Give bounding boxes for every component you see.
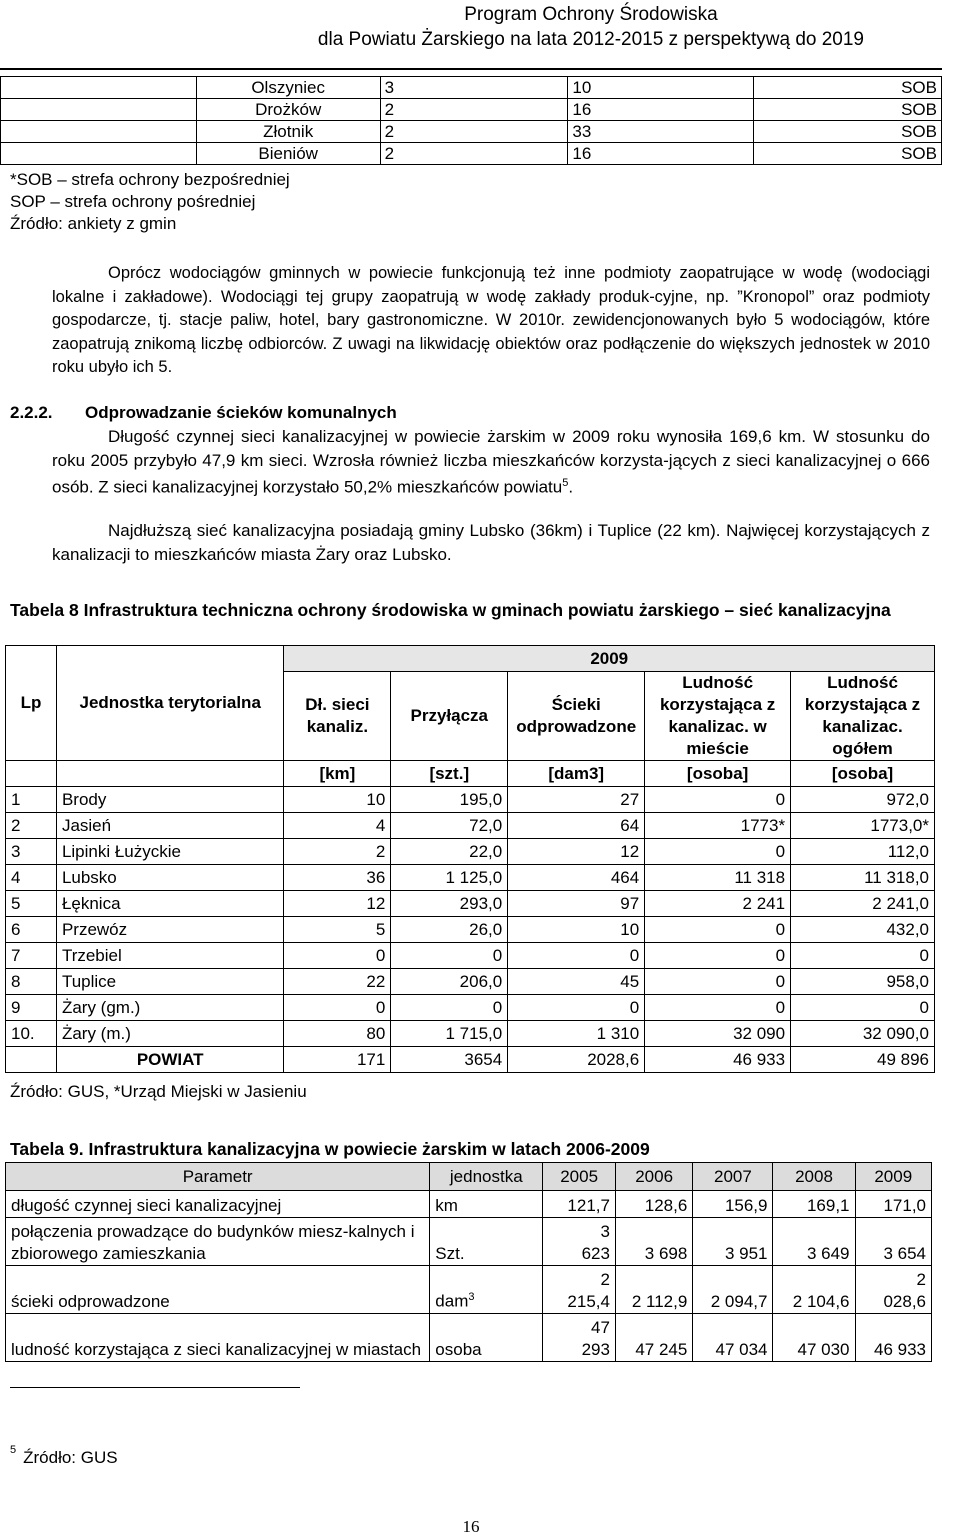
unit-name: Lubsko — [56, 865, 284, 891]
unit-name: Przewóz — [56, 917, 284, 943]
value-cell: 36 — [284, 865, 391, 891]
col-connections: Przyłącza — [391, 672, 508, 761]
col-year: 2009 — [284, 646, 935, 672]
value-cell: 3 698 — [615, 1218, 692, 1266]
table8-title: Tabela 8 Infrastruktura techniczna ochrony środowiska w gminach powiatu żarskiego – sieć kanalizacyjna — [10, 600, 891, 620]
value-cell: 4 — [284, 813, 391, 839]
value-cell: 2 — [380, 121, 568, 143]
table-row — [1, 121, 942, 143]
unit-pop-city: [osoba] — [645, 761, 791, 787]
value-cell: 1 310 — [508, 1021, 645, 1047]
paragraph-text: Długość czynnej sieci kanalizacyjnej w powiecie żarskim w 2009 roku wynosiła 169,6 km. W stosunku do roku 2005 przybyło 47,9 km sieci. Wzrosła również liczba mieszkańców korzysta-jących z sieci kanalizacyjnej o 666 osób. Z sieci kanalizacyjnej korzystało 50,2% mieszkańców powiatu — [52, 427, 930, 497]
value-cell: 10 — [568, 77, 754, 99]
value-cell: 2 241,0 — [791, 891, 935, 917]
empty-cell — [1, 77, 197, 99]
value-cell: 16 — [568, 99, 754, 121]
note-source: Źródło: ankiety z gmin — [10, 214, 177, 233]
paragraph-sewage-length — [52, 425, 930, 499]
table-row — [6, 1314, 932, 1362]
value-cell: 72,0 — [391, 813, 508, 839]
value-cell: 3 — [380, 77, 568, 99]
value-cell: 32 090,0 — [791, 1021, 935, 1047]
value-cell: 0 — [284, 943, 391, 969]
note-sop: SOP – strefa ochrony pośredniej — [10, 192, 256, 211]
value-cell: 2 094,7 — [693, 1266, 773, 1314]
table-row — [1, 77, 942, 99]
footnote-number: 5 — [10, 1444, 17, 1456]
total-value: 2028,6 — [508, 1047, 645, 1073]
unit-text: Szt. — [435, 1244, 465, 1263]
zone-cell: SOB — [754, 143, 942, 165]
value-cell: 206,0 — [391, 969, 508, 995]
page-number: 16 — [462, 1517, 480, 1536]
section-number: 2.2.2. — [10, 403, 53, 422]
place-name: Olszyniec — [196, 77, 380, 99]
value-cell: 80 — [284, 1021, 391, 1047]
unit-cell — [430, 1191, 543, 1218]
value-cell: 112,0 — [791, 839, 935, 865]
value-cell: 2 241 — [645, 891, 791, 917]
value-cell: 12 — [284, 891, 391, 917]
table-row — [6, 787, 935, 813]
unit-name: Brody — [56, 787, 284, 813]
value-cell: 22 — [284, 969, 391, 995]
paragraph-end: . — [568, 477, 574, 497]
row-number: 10. — [6, 1021, 57, 1047]
value-cell: 12 — [508, 839, 645, 865]
value-cell: 22,0 — [391, 839, 508, 865]
unit-cell — [430, 1218, 543, 1266]
unit-sewage: [dam3] — [508, 761, 645, 787]
total-label: POWIAT — [56, 1047, 284, 1073]
total-row — [6, 1047, 935, 1073]
paragraph-other-waterworks: Oprócz wodociągów gminnych w powiecie funkcjonują też inne podmioty zaopatrujące w wodę (wodociągi lokalne i zakładowe). Wodociągi tej grupy zaopatrują w wodę zakłady produk-cyjne, np. ”Kronopol” oraz podmioty gospodarcze, tj. stacje paliw, hotel, bary gastronomiczne. W 2010r. zewidencjonowanych było 5 wodociągów, które zaopatrują znikomą liczbę odbiorców. Z uwagi na likwidację obiektów oraz podłączenie do większych jednostek w 2010 roku ubyło ich 5. — [52, 264, 930, 376]
value-cell: 11 318,0 — [791, 865, 935, 891]
col-sewage: Ścieki odprowadzone — [508, 672, 645, 761]
value-cell: 0 — [284, 995, 391, 1021]
value-cell: 0 — [645, 995, 791, 1021]
table-row — [6, 943, 935, 969]
table-row — [6, 1021, 935, 1047]
col-pop-total: Ludność korzystająca z kanalizac. ogółem — [791, 672, 935, 761]
header-line-2: dla Powiatu Żarskiego na lata 2012-2015 z perspektywą do 2019 — [317, 29, 864, 50]
value-cell: 0 — [391, 995, 508, 1021]
table9-title: Tabela 9. Infrastruktura kanalizacyjna w powiecie żarskim w latach 2006-2009 — [10, 1139, 650, 1159]
table8-source: Źródło: GUS, *Urząd Miejski w Jasieniu — [10, 1082, 307, 1101]
row-number: 9 — [6, 995, 57, 1021]
value-cell: 97 — [508, 891, 645, 917]
value-cell: 47 034 — [693, 1314, 773, 1362]
value-cell: 128,6 — [615, 1191, 692, 1218]
total-value: 49 896 — [791, 1047, 935, 1073]
value-cell: 0 — [391, 943, 508, 969]
value-cell: 47 293 — [543, 1314, 616, 1362]
value-cell: 169,1 — [773, 1191, 855, 1218]
unit-connections: [szt.] — [391, 761, 508, 787]
value-cell: 0 — [645, 787, 791, 813]
column-header: 2008 — [773, 1163, 855, 1191]
column-header: 2006 — [615, 1163, 692, 1191]
total-value — [6, 1047, 57, 1073]
value-cell: 293,0 — [391, 891, 508, 917]
value-cell: 0 — [508, 995, 645, 1021]
value-cell: 45 — [508, 969, 645, 995]
value-cell: 195,0 — [391, 787, 508, 813]
column-header: 2007 — [693, 1163, 773, 1191]
row-number: 7 — [6, 943, 57, 969]
empty-cell — [1, 143, 197, 165]
value-cell: 958,0 — [791, 969, 935, 995]
column-header: Parametr — [6, 1163, 430, 1191]
col-lp: Lp — [6, 646, 57, 761]
value-cell: 5 — [284, 917, 391, 943]
unit-name: Tuplice — [56, 969, 284, 995]
unit-cell — [430, 1314, 543, 1362]
value-cell: 2 — [380, 143, 568, 165]
unit-cell — [430, 1266, 543, 1314]
col-length: Dł. sieci kanaliz. — [284, 672, 391, 761]
unit-name: Żary (gm.) — [56, 995, 284, 1021]
table-row — [1, 99, 942, 121]
row-number: 4 — [6, 865, 57, 891]
value-cell: 2 112,9 — [615, 1266, 692, 1314]
zone-cell: SOB — [754, 77, 942, 99]
value-cell: 1 715,0 — [391, 1021, 508, 1047]
value-cell: 46 933 — [855, 1314, 931, 1362]
section-title: Odprowadzanie ścieków komunalnych — [85, 403, 397, 422]
place-name: Bieniów — [196, 143, 380, 165]
unit-name: Łęknica — [56, 891, 284, 917]
parameter-cell: ludność korzystająca z sieci kanalizacyjnej w miastach — [6, 1314, 430, 1362]
value-cell: 171,0 — [855, 1191, 931, 1218]
row-number: 8 — [6, 969, 57, 995]
value-cell: 2 215,4 — [543, 1266, 616, 1314]
value-cell: 2 — [284, 839, 391, 865]
section-heading — [10, 402, 397, 424]
unit-name: Żary (m.) — [56, 1021, 284, 1047]
unit-text: dam — [435, 1292, 469, 1311]
value-cell: 972,0 — [791, 787, 935, 813]
value-cell: 0 — [791, 995, 935, 1021]
value-cell: 0 — [791, 943, 935, 969]
value-cell: 1773,0* — [791, 813, 935, 839]
empty-cell — [1, 121, 197, 143]
paragraph-longest-network: Najdłuższą sieć kanalizacyjna posiadają gminy Lubsko (36km) i Tuplice (22 km). Najwięcej korzystających z kanalizacji to mieszkańców miasta Żary oraz Lubsko. — [52, 521, 930, 564]
unit-name: Lipinki Łużyckie — [56, 839, 284, 865]
column-header: jednostka — [430, 1163, 543, 1191]
table-row — [6, 969, 935, 995]
table-row — [6, 865, 935, 891]
table-row — [1, 143, 942, 165]
value-cell: 33 — [568, 121, 754, 143]
table-row — [6, 813, 935, 839]
row-number: 2 — [6, 813, 57, 839]
row-number: 6 — [6, 917, 57, 943]
value-cell: 27 — [508, 787, 645, 813]
total-value: 46 933 — [645, 1047, 791, 1073]
value-cell: 64 — [508, 813, 645, 839]
table-row — [6, 1218, 932, 1266]
table-row — [6, 839, 935, 865]
value-cell: 32 090 — [645, 1021, 791, 1047]
value-cell: 2 — [380, 99, 568, 121]
value-cell: 2 104,6 — [773, 1266, 855, 1314]
table-row — [6, 995, 935, 1021]
table-row — [6, 891, 935, 917]
parameter-cell: długość czynnej sieci kanalizacyjnej — [6, 1191, 430, 1218]
value-cell: 0 — [508, 943, 645, 969]
table8 — [5, 645, 935, 1073]
value-cell: 1773* — [645, 813, 791, 839]
table-row — [6, 1191, 932, 1218]
col-unit: Jednostka terytorialna — [56, 646, 284, 761]
page-header — [318, 2, 864, 52]
value-cell: 47 030 — [773, 1314, 855, 1362]
unit-pop-total: [osoba] — [791, 761, 935, 787]
footnote-text: Źródło: GUS — [23, 1448, 118, 1467]
empty-cell — [1, 99, 197, 121]
footnote — [10, 1444, 118, 1468]
value-cell: 10 — [284, 787, 391, 813]
value-cell: 2 028,6 — [855, 1266, 931, 1314]
value-cell: 156,9 — [693, 1191, 773, 1218]
water-intake-table — [0, 76, 942, 165]
unit-name: Jasień — [56, 813, 284, 839]
table9 — [5, 1162, 932, 1362]
col-pop-city: Ludność korzystająca z kanalizac. w mieście — [645, 672, 791, 761]
table-row — [6, 1266, 932, 1314]
zone-cell: SOB — [754, 99, 942, 121]
parameter-cell: połączenia prowadzące do budynków miesz-kalnych i zbiorowego zamieszkania — [6, 1218, 430, 1266]
value-cell: 3 951 — [693, 1218, 773, 1266]
row-number: 1 — [6, 787, 57, 813]
place-name: Drożków — [196, 99, 380, 121]
note-sob: *SOB – strefa ochrony bezpośredniej — [10, 170, 290, 189]
units-spacer — [6, 761, 57, 787]
parameter-cell: ścieki odprowadzone — [6, 1266, 430, 1314]
zone-cell: SOB — [754, 121, 942, 143]
value-cell: 0 — [645, 917, 791, 943]
place-name: Złotnik — [196, 121, 380, 143]
unit-superscript: 3 — [468, 1291, 475, 1304]
value-cell: 26,0 — [391, 917, 508, 943]
value-cell: 432,0 — [791, 917, 935, 943]
value-cell: 11 318 — [645, 865, 791, 891]
value-cell: 0 — [645, 969, 791, 995]
value-cell: 3 649 — [773, 1218, 855, 1266]
header-rule — [0, 68, 942, 70]
value-cell: 0 — [645, 839, 791, 865]
value-cell: 121,7 — [543, 1191, 616, 1218]
unit-name: Trzebiel — [56, 943, 284, 969]
table-row — [6, 917, 935, 943]
value-cell: 10 — [508, 917, 645, 943]
total-value: 3654 — [391, 1047, 508, 1073]
unit-text: km — [435, 1196, 458, 1215]
unit-text: osoba — [435, 1340, 482, 1359]
value-cell: 464 — [508, 865, 645, 891]
value-cell: 0 — [645, 943, 791, 969]
value-cell: 3 654 — [855, 1218, 931, 1266]
header-line-1: Program Ochrony Środowiska — [464, 4, 718, 25]
column-header: 2005 — [543, 1163, 616, 1191]
value-cell: 3 623 — [543, 1218, 616, 1266]
footnote-ref: 5 — [562, 477, 569, 489]
value-cell: 16 — [568, 143, 754, 165]
footnote-rule — [10, 1387, 300, 1388]
row-number: 5 — [6, 891, 57, 917]
value-cell: 1 125,0 — [391, 865, 508, 891]
unit-length: [km] — [284, 761, 391, 787]
total-value: 171 — [284, 1047, 391, 1073]
value-cell: 47 245 — [615, 1314, 692, 1362]
row-number: 3 — [6, 839, 57, 865]
units-spacer — [56, 761, 284, 787]
column-header: 2009 — [855, 1163, 931, 1191]
